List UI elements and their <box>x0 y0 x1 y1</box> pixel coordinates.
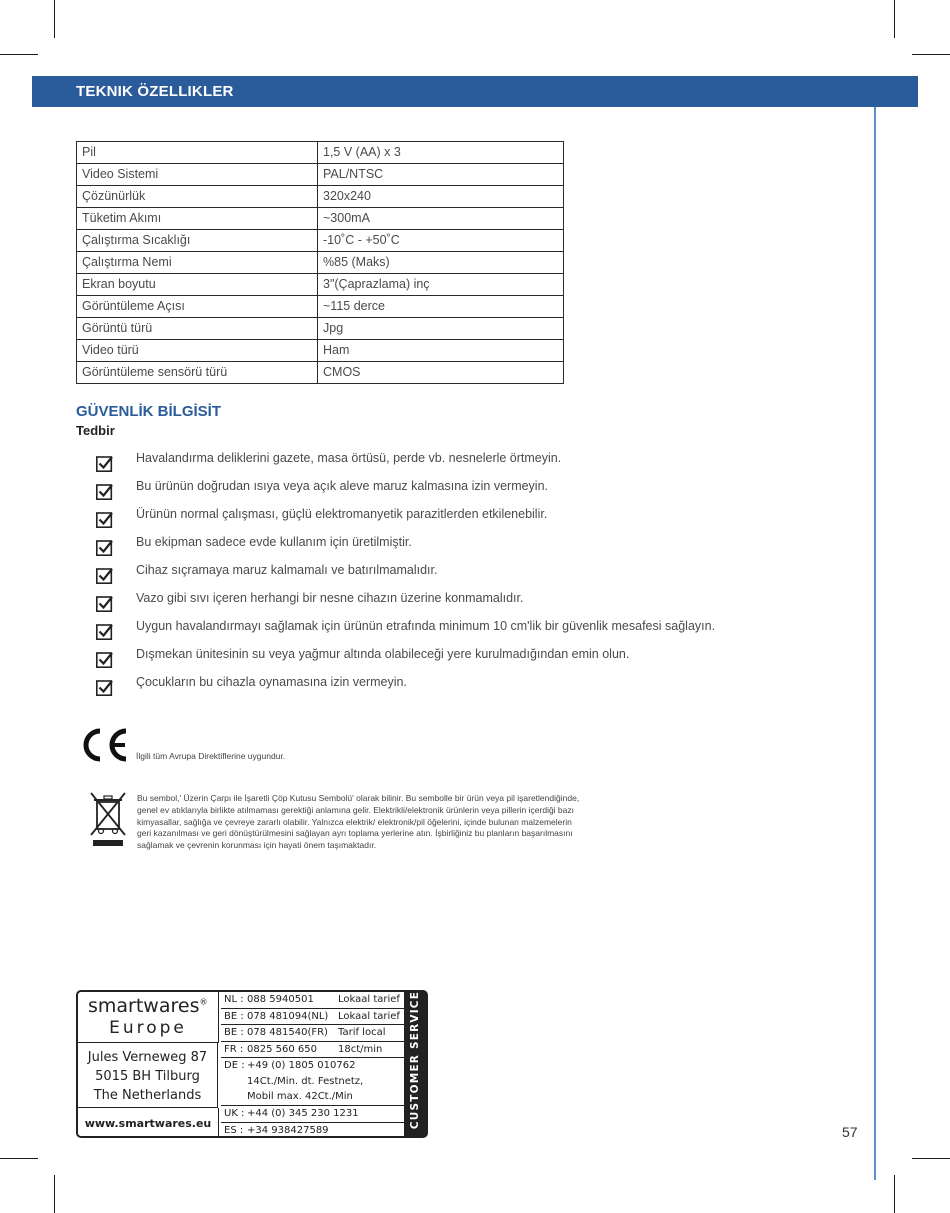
phone-row <box>221 1106 404 1123</box>
spec-row <box>77 296 564 318</box>
spec-label: Çözünürlük <box>77 186 318 208</box>
crop-mark <box>912 1158 950 1159</box>
country-code: NL : <box>224 994 244 1005</box>
checkbox-checked-icon <box>96 623 113 640</box>
safety-title: GÜVENLİK BİLGİSİT <box>76 403 222 420</box>
tariff-note: Mobil max. 42Ct./Min <box>247 1091 353 1102</box>
safety-item-text: Bu ekipman sadece evde kullanım için üretilmiştir. <box>136 535 412 549</box>
spec-value: Jpg <box>318 318 564 340</box>
phone-number[interactable]: 088 5940501 <box>247 994 314 1005</box>
spec-row <box>77 230 564 252</box>
spec-label: Tüketim Akımı <box>77 208 318 230</box>
spec-label: Çalıştırma Sıcaklığı <box>77 230 318 252</box>
spec-value: ~300mA <box>318 208 564 230</box>
address-line: The Netherlands <box>93 1088 202 1103</box>
customer-service-strip <box>404 992 426 1136</box>
spec-label: Görüntüleme sensörü türü <box>77 362 318 384</box>
section-header-bar <box>32 76 918 107</box>
phone-row <box>221 1058 404 1106</box>
safety-item-text: Uygun havalandırmayı sağlamak için ürünün etrafında minimum 10 cm'lik bir güvenlik mesafesi sağlayın. <box>136 619 716 633</box>
spec-value: 3"(Çaprazlama) inç <box>318 274 564 296</box>
tariff-note: 18ct/min <box>338 1043 383 1055</box>
spec-row <box>77 186 564 208</box>
brand-subtitle: Europe <box>109 1018 187 1038</box>
crop-mark <box>894 0 895 38</box>
address-line: Jules Verneweg 87 <box>87 1050 208 1065</box>
checkbox-checked-icon <box>96 651 113 668</box>
brand-logo: smartwares® <box>88 995 208 1017</box>
crop-mark <box>894 1175 895 1213</box>
checkbox-checked-icon <box>96 679 113 696</box>
spec-label: Video türü <box>77 340 318 362</box>
country-code: UK : <box>224 1108 245 1119</box>
safety-item-text: Vazo gibi sıvı içeren herhangi bir nesne cihazın üzerine konmamalıdır. <box>136 591 524 605</box>
crop-mark <box>54 0 55 38</box>
phone-row <box>221 992 404 1009</box>
crop-mark <box>54 1175 55 1213</box>
phone-number[interactable]: 078 481540(FR) <box>247 1027 328 1038</box>
tariff-note: Lokaal tarief <box>338 1010 400 1022</box>
country-code: ES : <box>224 1124 244 1136</box>
spec-label: Görüntüleme Açısı <box>77 296 318 318</box>
safety-item-text: Ürünün normal çalışması, güçlü elektromanyetik parazitlerden etkilenebilir. <box>136 507 548 521</box>
checkbox-checked-icon <box>96 595 113 612</box>
phone-number[interactable]: 0825 560 650 <box>247 1043 317 1055</box>
phone-number[interactable]: +44 (0) 345 230 1231 <box>247 1108 359 1119</box>
safety-item-text: Çocukların bu cihazla oynamasına izin vermeyin. <box>136 675 407 689</box>
spec-value: %85 (Maks) <box>318 252 564 274</box>
country-code: DE : <box>224 1060 245 1071</box>
spec-value: CMOS <box>318 362 564 384</box>
checkbox-checked-icon <box>96 455 113 472</box>
ce-mark-icon <box>76 727 130 763</box>
crop-mark <box>912 54 950 55</box>
spec-row <box>77 318 564 340</box>
safety-subtitle: Tedbir <box>76 423 115 438</box>
phone-number[interactable]: 078 481094(NL) <box>247 1010 329 1022</box>
spec-row <box>77 252 564 274</box>
checkbox-checked-icon <box>96 539 113 556</box>
website-link[interactable]: www.smartwares.eu <box>78 1108 219 1136</box>
spec-row <box>77 142 564 164</box>
safety-item-text: Dışmekan ünitesinin su veya yağmur altında olabileceği yere kurulmadığından emin olun. <box>136 647 630 661</box>
checkbox-checked-icon <box>96 511 113 528</box>
spec-row <box>77 362 564 384</box>
country-code: FR : <box>224 1043 244 1055</box>
spec-label: Pil <box>77 142 318 164</box>
tariff-note: Tarif local <box>338 1027 386 1038</box>
spec-row <box>77 208 564 230</box>
country-code: BE : <box>224 1027 244 1038</box>
tariff-note: 14Ct./Min. dt. Festnetz, <box>247 1075 364 1087</box>
company-address <box>78 1042 218 1108</box>
phone-number[interactable]: +49 (0) 1805 010762 <box>247 1060 356 1071</box>
spec-row <box>77 274 564 296</box>
page-number: 57 <box>842 1124 858 1140</box>
phone-row <box>221 1123 404 1139</box>
phone-row <box>221 1042 404 1059</box>
safety-item-text: Bu ürünün doğrudan ısıya veya açık aleve maruz kalmasına izin vermeyin. <box>136 479 549 493</box>
ce-compliance-text: İlgili tüm Avrupa Direktiflerine uygundur. <box>136 751 286 761</box>
side-rule <box>874 107 876 1180</box>
spec-value: 320x240 <box>318 186 564 208</box>
crop-mark <box>0 54 38 55</box>
tariff-note: Lokaal tarief <box>338 994 400 1005</box>
crop-mark <box>0 1158 38 1159</box>
crossed-bin-icon <box>89 790 127 848</box>
phone-row <box>221 1009 404 1026</box>
phone-list <box>221 992 404 1138</box>
spec-table <box>76 141 564 384</box>
phone-number[interactable]: +34 938427589 <box>247 1124 329 1136</box>
address-line: 5015 BH Tilburg <box>95 1069 200 1084</box>
brand-cell <box>78 992 219 1043</box>
section-header-title: TEKNIK ÖZELLIKLER <box>76 83 234 100</box>
phone-row <box>221 1025 404 1042</box>
spec-label: Video Sistemi <box>77 164 318 186</box>
spec-value: -10˚C - +50˚C <box>318 230 564 252</box>
spec-value: PAL/NTSC <box>318 164 564 186</box>
checkbox-checked-icon <box>96 483 113 500</box>
customer-service-box <box>76 990 428 1138</box>
spec-label: Çalıştırma Nemi <box>77 252 318 274</box>
spec-row <box>77 164 564 186</box>
spec-label: Görüntü türü <box>77 318 318 340</box>
weee-disposal-text: Bu sembol,' Üzerin Çarpı ile İşaretli Çöp Kutusu Sembolü' olarak bilinir. Bu sembolle bir ürün veya pil işaretlendiğinde, genel ev atıklarıyla birlikte atılmaması gerektiği anlamına gelir. Elektrikli/elektronik ürünlerin veya pillerin içerdiği bazı kimyasallar, sağlığa ve çevreye zararlı olabilir. Yalnızca elektrik/ elektronik/pil öğelerini, içinde bulunan malzemelerin geri kazanılması ve geri dönüştürülmesini sağlayan ayrı toplama yerlerine atın. İşbirliğiniz bu planların başarılmasını sağlamak ve çevrenin korunması için hayati önem taşımaktadır. <box>137 793 580 851</box>
checkbox-checked-icon <box>96 567 113 584</box>
safety-item-text: Cihaz sıçramaya maruz kalmamalı ve batırılmamalıdır. <box>136 563 438 577</box>
spec-value: 1,5 V (AA) x 3 <box>318 142 564 164</box>
spec-value: ~115 derce <box>318 296 564 318</box>
spec-value: Ham <box>318 340 564 362</box>
country-code: BE : <box>224 1010 244 1022</box>
spec-label: Ekran boyutu <box>77 274 318 296</box>
customer-service-label: CUSTOMER SERVICE <box>409 990 421 1130</box>
safety-item-text: Havalandırma deliklerini gazete, masa örtüsü, perde vb. nesnelerle örtmeyin. <box>136 451 562 465</box>
spec-row <box>77 340 564 362</box>
